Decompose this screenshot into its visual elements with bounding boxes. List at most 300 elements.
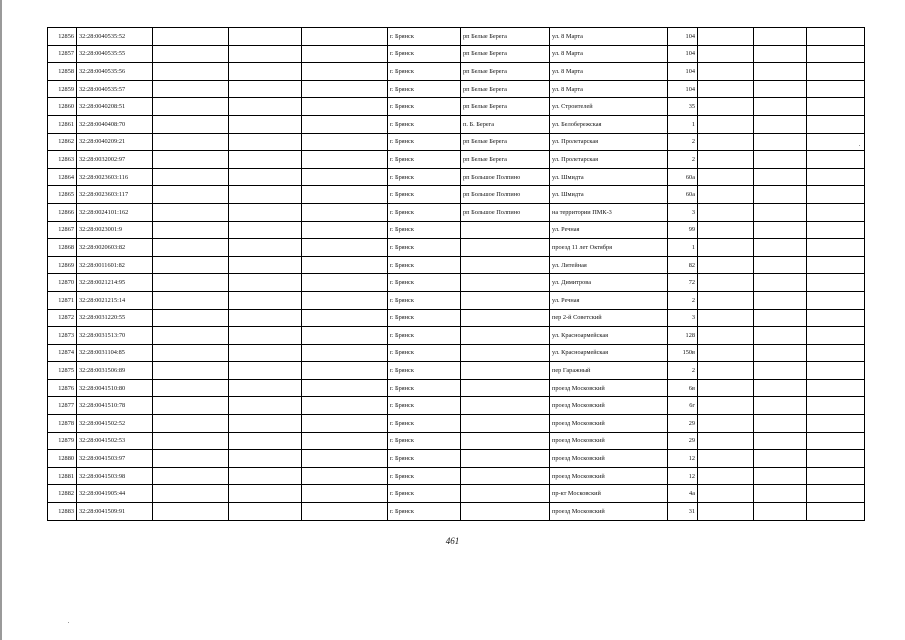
table-row (48, 98, 865, 116)
cell-street: пер 2-й Советский (550, 309, 668, 327)
cell-empty (229, 485, 302, 503)
cell-empty (229, 239, 302, 257)
cell-house-number: 82 (668, 256, 698, 274)
cell-street: ул. Димитрова (550, 274, 668, 292)
cell-empty (698, 168, 754, 186)
cell-city: г. Брянск (388, 256, 461, 274)
cell-empty (698, 256, 754, 274)
cell-empty (698, 362, 754, 380)
cell-house-number: 3 (668, 203, 698, 221)
cell-settlement (461, 379, 550, 397)
table-row (48, 379, 865, 397)
cell-house-number: 60а (668, 186, 698, 204)
cell-empty (153, 63, 229, 81)
cell-empty (302, 397, 388, 415)
table-row (48, 415, 865, 433)
cell-empty (302, 450, 388, 468)
cell-empty (302, 309, 388, 327)
cell-empty (229, 362, 302, 380)
cell-city: г. Брянск (388, 397, 461, 415)
cell-city: г. Брянск (388, 28, 461, 46)
cell-empty (153, 168, 229, 186)
cell-empty (153, 151, 229, 169)
cell-record-number: 12867 (48, 221, 77, 239)
table-row (48, 203, 865, 221)
cell-empty (807, 186, 865, 204)
cell-house-number: 2 (668, 291, 698, 309)
cell-empty (807, 168, 865, 186)
cell-empty (807, 98, 865, 116)
cell-record-number: 12871 (48, 291, 77, 309)
table-row (48, 151, 865, 169)
cell-settlement (461, 309, 550, 327)
cell-record-number: 12858 (48, 63, 77, 81)
cell-record-number: 12875 (48, 362, 77, 380)
cell-record-number: 12872 (48, 309, 77, 327)
cell-settlement: рп Белые Берега (461, 151, 550, 169)
cell-empty (229, 63, 302, 81)
cell-empty (754, 291, 807, 309)
cell-house-number: 99 (668, 221, 698, 239)
cell-empty (698, 327, 754, 345)
cell-empty (302, 291, 388, 309)
cell-street: ул. Белобережская (550, 115, 668, 133)
cell-empty (698, 203, 754, 221)
cell-empty (153, 291, 229, 309)
cell-city: г. Брянск (388, 115, 461, 133)
cell-empty (153, 432, 229, 450)
cell-house-number: 4а (668, 485, 698, 503)
cell-street: ул. 8 Марта (550, 28, 668, 46)
cell-cadastral-number: 32:28:0040209:21 (77, 133, 153, 151)
cell-cadastral-number: 32:28:0032002:97 (77, 151, 153, 169)
cell-empty (153, 327, 229, 345)
cell-cadastral-number: 32:28:0041509:91 (77, 503, 153, 521)
cell-record-number: 12880 (48, 450, 77, 468)
cell-street: ул. 8 Марта (550, 45, 668, 63)
cell-city: г. Брянск (388, 203, 461, 221)
cell-empty (807, 432, 865, 450)
cell-empty (153, 344, 229, 362)
table-row (48, 432, 865, 450)
cell-empty (229, 80, 302, 98)
table-row (48, 115, 865, 133)
cell-empty (698, 45, 754, 63)
cell-empty (302, 80, 388, 98)
cell-house-number: 1 (668, 239, 698, 257)
cell-empty (302, 98, 388, 116)
cell-cadastral-number: 32:28:0040208:51 (77, 98, 153, 116)
cell-empty (807, 221, 865, 239)
cell-empty (229, 291, 302, 309)
cell-empty (754, 115, 807, 133)
cell-empty (229, 450, 302, 468)
cell-street: ул. 8 Марта (550, 80, 668, 98)
cell-empty (153, 28, 229, 46)
cell-street: пер Гаражный (550, 362, 668, 380)
cell-street: ул. Пролетарская (550, 151, 668, 169)
cell-settlement (461, 415, 550, 433)
cell-city: г. Брянск (388, 327, 461, 345)
cell-empty (302, 63, 388, 81)
cell-cadastral-number: 32:28:0031506:89 (77, 362, 153, 380)
cell-house-number: 35 (668, 98, 698, 116)
cell-house-number: 104 (668, 28, 698, 46)
cell-empty (807, 203, 865, 221)
cell-street: проезд Московский (550, 432, 668, 450)
registry-table-body (48, 28, 865, 521)
cell-street: пр-кт Московский (550, 485, 668, 503)
cell-cadastral-number: 32:28:0021214:95 (77, 274, 153, 292)
table-row (48, 397, 865, 415)
cell-record-number: 12860 (48, 98, 77, 116)
scan-speck (68, 622, 69, 623)
cell-empty (153, 274, 229, 292)
cell-empty (754, 274, 807, 292)
table-row (48, 186, 865, 204)
cell-cadastral-number: 32:28:0040535:56 (77, 63, 153, 81)
cell-empty (698, 63, 754, 81)
cell-city: г. Брянск (388, 379, 461, 397)
cell-record-number: 12869 (48, 256, 77, 274)
cell-empty (754, 186, 807, 204)
cell-house-number: 2 (668, 151, 698, 169)
cell-street: ул. Шмидта (550, 186, 668, 204)
cell-cadastral-number: 32:28:0041503:97 (77, 450, 153, 468)
cell-street: ул. Пролетарская (550, 133, 668, 151)
cell-empty (302, 379, 388, 397)
cell-settlement: рп Белые Берега (461, 63, 550, 81)
cell-empty (153, 467, 229, 485)
cell-empty (302, 344, 388, 362)
cell-empty (229, 115, 302, 133)
cell-empty (754, 344, 807, 362)
cell-street: ул. Красноармейская (550, 344, 668, 362)
cell-house-number: 2 (668, 133, 698, 151)
cell-record-number: 12877 (48, 397, 77, 415)
cell-cadastral-number: 32:28:0041510:80 (77, 379, 153, 397)
cell-empty (229, 203, 302, 221)
cell-empty (754, 309, 807, 327)
cell-empty (807, 450, 865, 468)
cell-settlement: п. Б. Берега (461, 115, 550, 133)
cell-settlement (461, 239, 550, 257)
cell-empty (229, 98, 302, 116)
cell-empty (229, 133, 302, 151)
cell-empty (229, 45, 302, 63)
cell-cadastral-number: 32:28:0040535:55 (77, 45, 153, 63)
cell-empty (807, 327, 865, 345)
cell-city: г. Брянск (388, 432, 461, 450)
cell-empty (807, 503, 865, 521)
cell-city: г. Брянск (388, 63, 461, 81)
cell-street: ул. 8 Марта (550, 63, 668, 81)
cell-empty (698, 221, 754, 239)
table-row (48, 45, 865, 63)
cell-house-number: 12 (668, 467, 698, 485)
cell-empty (807, 467, 865, 485)
cell-empty (229, 274, 302, 292)
cell-empty (153, 186, 229, 204)
cell-record-number: 12859 (48, 80, 77, 98)
cell-empty (302, 186, 388, 204)
cell-empty (698, 432, 754, 450)
cell-house-number: 104 (668, 45, 698, 63)
cell-empty (698, 397, 754, 415)
cell-empty (229, 432, 302, 450)
cell-empty (807, 28, 865, 46)
cell-empty (807, 80, 865, 98)
cell-cadastral-number: 32:28:0031513:70 (77, 327, 153, 345)
cell-city: г. Брянск (388, 45, 461, 63)
cell-settlement: рп Белые Берега (461, 80, 550, 98)
cell-empty (807, 415, 865, 433)
cell-empty (229, 151, 302, 169)
cell-city: г. Брянск (388, 133, 461, 151)
cell-empty (698, 344, 754, 362)
cell-empty (698, 485, 754, 503)
cell-empty (302, 168, 388, 186)
cell-empty (229, 379, 302, 397)
cell-empty (807, 274, 865, 292)
cell-empty (754, 485, 807, 503)
cell-empty (754, 239, 807, 257)
cell-cadastral-number: 32:28:0041905:44 (77, 485, 153, 503)
cell-street: ул. Литейная (550, 256, 668, 274)
cell-cadastral-number: 32:28:0041502:52 (77, 415, 153, 433)
cell-empty (698, 133, 754, 151)
cell-house-number: 128 (668, 327, 698, 345)
cell-street: ул. Шмидта (550, 168, 668, 186)
cell-empty (698, 379, 754, 397)
cell-empty (153, 415, 229, 433)
cell-empty (302, 362, 388, 380)
cell-empty (302, 115, 388, 133)
cell-empty (754, 415, 807, 433)
table-row (48, 344, 865, 362)
cell-empty (807, 151, 865, 169)
cell-empty (698, 115, 754, 133)
cell-empty (807, 309, 865, 327)
cell-empty (754, 80, 807, 98)
cell-empty (698, 291, 754, 309)
cell-empty (754, 28, 807, 46)
cell-settlement: рп Большое Полпино (461, 186, 550, 204)
cell-empty (302, 256, 388, 274)
cell-house-number: 29 (668, 432, 698, 450)
cell-city: г. Брянск (388, 467, 461, 485)
cell-street: проезд Московский (550, 397, 668, 415)
cell-empty (229, 327, 302, 345)
cell-empty (754, 256, 807, 274)
cell-house-number: 31 (668, 503, 698, 521)
cell-empty (153, 309, 229, 327)
cell-street: ул. Речная (550, 221, 668, 239)
cell-record-number: 12876 (48, 379, 77, 397)
cell-empty (229, 344, 302, 362)
cell-empty (754, 151, 807, 169)
cell-empty (302, 432, 388, 450)
cell-empty (302, 485, 388, 503)
cell-record-number: 12863 (48, 151, 77, 169)
cell-settlement (461, 485, 550, 503)
cell-empty (754, 397, 807, 415)
table-row (48, 80, 865, 98)
table-row (48, 274, 865, 292)
cell-city: г. Брянск (388, 309, 461, 327)
cell-city: г. Брянск (388, 415, 461, 433)
cell-record-number: 12879 (48, 432, 77, 450)
cell-empty (302, 503, 388, 521)
cell-empty (807, 379, 865, 397)
cell-street: проезд 11 лет Октября (550, 239, 668, 257)
cell-empty (153, 115, 229, 133)
cell-empty (302, 415, 388, 433)
cell-empty (229, 309, 302, 327)
cell-empty (807, 291, 865, 309)
cell-house-number: 150в (668, 344, 698, 362)
cell-empty (754, 133, 807, 151)
cell-empty (698, 415, 754, 433)
cell-empty (153, 203, 229, 221)
table-row (48, 503, 865, 521)
cell-street: ул. Речная (550, 291, 668, 309)
cell-empty (807, 485, 865, 503)
table-row (48, 221, 865, 239)
table-row (48, 256, 865, 274)
cell-empty (229, 256, 302, 274)
cell-record-number: 12874 (48, 344, 77, 362)
cell-empty (754, 98, 807, 116)
cell-settlement (461, 327, 550, 345)
cell-empty (302, 221, 388, 239)
cell-settlement (461, 256, 550, 274)
cell-city: г. Брянск (388, 186, 461, 204)
cell-settlement: рп Белые Берега (461, 98, 550, 116)
cell-empty (302, 239, 388, 257)
cell-empty (698, 80, 754, 98)
cell-empty (754, 168, 807, 186)
cell-street: проезд Московский (550, 379, 668, 397)
cell-house-number: 104 (668, 80, 698, 98)
cell-empty (807, 63, 865, 81)
cell-street: проезд Московский (550, 503, 668, 521)
cell-street: ул. Строителей (550, 98, 668, 116)
cell-house-number: 2 (668, 362, 698, 380)
cell-house-number: 12 (668, 450, 698, 468)
cell-empty (754, 503, 807, 521)
registry-table (47, 27, 865, 521)
cell-record-number: 12862 (48, 133, 77, 151)
cell-cadastral-number: 32:28:0040535:57 (77, 80, 153, 98)
cell-cadastral-number: 32:28:0040408:70 (77, 115, 153, 133)
cell-settlement (461, 291, 550, 309)
cell-empty (754, 362, 807, 380)
cell-empty (153, 80, 229, 98)
cell-empty (698, 503, 754, 521)
cell-settlement: рп Большое Полпино (461, 203, 550, 221)
cell-empty (698, 151, 754, 169)
cell-empty (153, 256, 229, 274)
cell-empty (698, 186, 754, 204)
cell-empty (698, 467, 754, 485)
cell-city: г. Брянск (388, 98, 461, 116)
cell-record-number: 12857 (48, 45, 77, 63)
cell-cadastral-number: 32:28:0023603:117 (77, 186, 153, 204)
cell-empty (302, 45, 388, 63)
cell-empty (698, 98, 754, 116)
cell-empty (807, 133, 865, 151)
cell-empty (229, 503, 302, 521)
cell-record-number: 12865 (48, 186, 77, 204)
cell-cadastral-number: 32:28:0041503:98 (77, 467, 153, 485)
table-row (48, 291, 865, 309)
cell-house-number: 72 (668, 274, 698, 292)
table-row (48, 309, 865, 327)
cell-settlement (461, 344, 550, 362)
cell-empty (302, 151, 388, 169)
cell-record-number: 12870 (48, 274, 77, 292)
cell-empty (153, 221, 229, 239)
cell-settlement: рп Белые Берега (461, 45, 550, 63)
cell-house-number: 6в (668, 379, 698, 397)
cell-empty (302, 28, 388, 46)
cell-empty (754, 467, 807, 485)
cell-cadastral-number: 32:28:0040535:52 (77, 28, 153, 46)
cell-empty (698, 28, 754, 46)
cell-empty (153, 133, 229, 151)
cell-record-number: 12878 (48, 415, 77, 433)
table-row (48, 485, 865, 503)
cell-empty (229, 168, 302, 186)
cell-settlement (461, 467, 550, 485)
cell-settlement (461, 397, 550, 415)
cell-empty (807, 45, 865, 63)
cell-empty (302, 467, 388, 485)
cell-settlement (461, 503, 550, 521)
cell-house-number: 104 (668, 63, 698, 81)
cell-empty (754, 450, 807, 468)
cell-empty (153, 450, 229, 468)
cell-city: г. Брянск (388, 362, 461, 380)
cell-city: г. Брянск (388, 239, 461, 257)
cell-empty (229, 221, 302, 239)
cell-cadastral-number: 32:28:0041502:53 (77, 432, 153, 450)
cell-settlement (461, 274, 550, 292)
table-row (48, 450, 865, 468)
table-row (48, 63, 865, 81)
cell-settlement (461, 221, 550, 239)
cell-empty (698, 274, 754, 292)
cell-city: г. Брянск (388, 274, 461, 292)
cell-empty (807, 239, 865, 257)
cell-empty (302, 327, 388, 345)
cell-empty (302, 274, 388, 292)
cell-empty (754, 203, 807, 221)
cell-empty (754, 379, 807, 397)
cell-street: проезд Московский (550, 415, 668, 433)
cell-city: г. Брянск (388, 450, 461, 468)
cell-record-number: 12882 (48, 485, 77, 503)
cell-empty (229, 467, 302, 485)
cell-settlement: рп Белые Берега (461, 133, 550, 151)
cell-record-number: 12881 (48, 467, 77, 485)
cell-empty (807, 256, 865, 274)
cell-record-number: 12866 (48, 203, 77, 221)
table-row (48, 133, 865, 151)
cell-city: г. Брянск (388, 221, 461, 239)
cell-empty (302, 133, 388, 151)
